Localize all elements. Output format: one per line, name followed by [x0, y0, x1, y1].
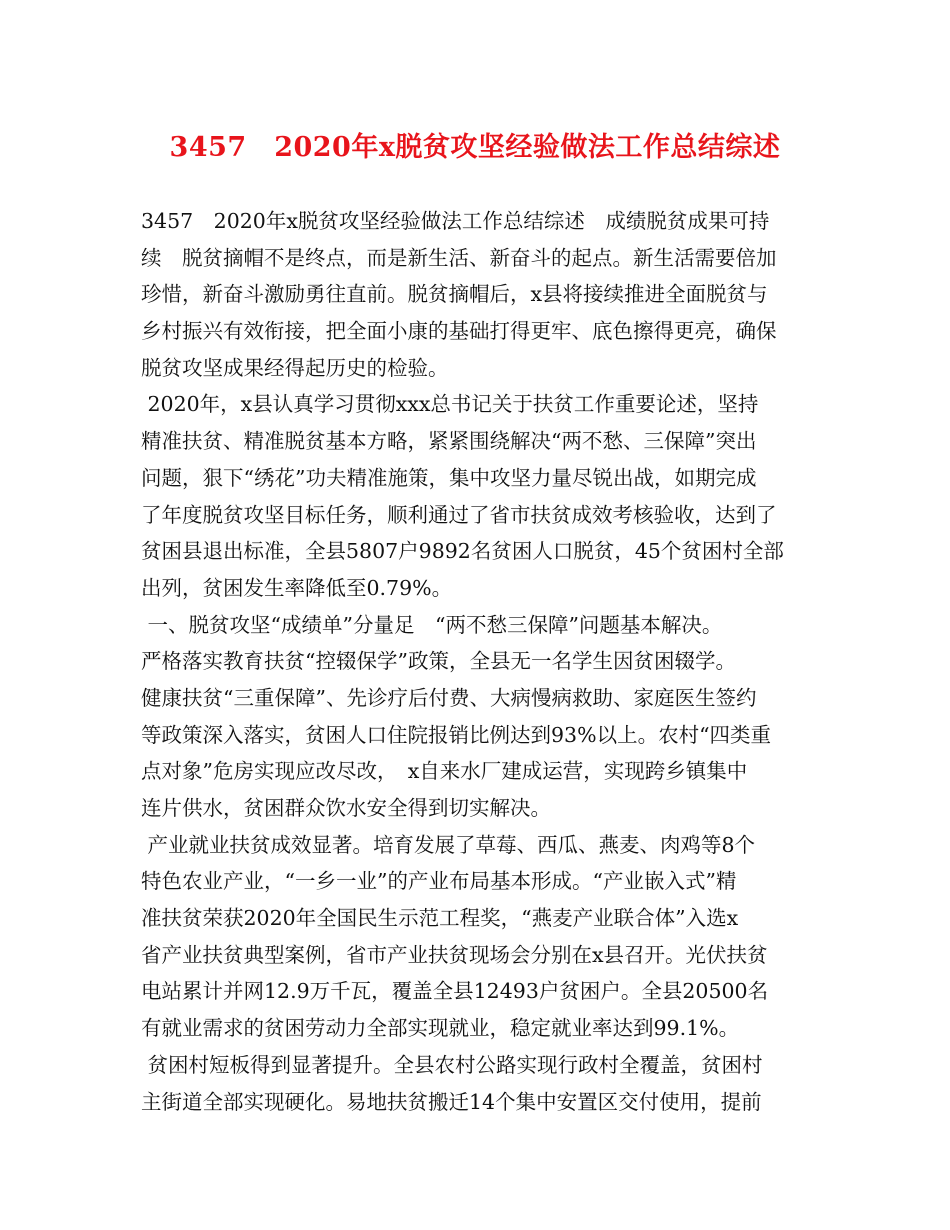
body-line: 连片供水，贫困群众饮水安全得到切实解决。 [141, 796, 551, 820]
body-line: 健康扶贫“三重保障”、先诊疗后付费、大病慢病救助、家庭医生签约 [141, 685, 757, 710]
body-line: 出列，贫困发生率降低至0.79%。 [141, 575, 453, 600]
body-line: 严格落实教育扶贫“控辍保学”政策，全县无一名学生因贫困辍学。 [141, 649, 736, 674]
body-line: 主街道全部实现硬化。易地扶贫搬迁14个集中安置区交付使用，提前 [141, 1089, 762, 1114]
document-title: 3457 2020年x脱贫攻坚经验做法工作总结综述 [169, 132, 781, 163]
body-line: 2020年，x县认真学习贯彻xxx总书记关于扶贫工作重要论述，坚持 [141, 392, 759, 417]
body-line: 一、脱贫攻坚“成绩单”分量足 “两不愁三保障”问题基本解决。 [141, 612, 723, 637]
body-line: 珍惜，新奋斗激励勇往直前。脱贫摘帽后，x县将接续推进全面脱贫与 [141, 282, 768, 307]
body-line: 产业就业扶贫成效显著。培育发展了草莓、西瓜、燕麦、肉鸡等8个 [141, 832, 756, 857]
body-line: 问题，狠下“绣花”功夫精准施策，集中攻坚力量尽锐出战，如期完成 [141, 465, 757, 490]
body-line: 精准扶贫、精准脱贫基本方略，紧紧围绕解决“两不愁、三保障”突出 [141, 429, 757, 454]
body-line: 点对象”危房实现应改尽改， x自来水厂建成运营，实现跨乡镇集中 [141, 759, 748, 784]
body-line: 续 脱贫摘帽不是终点，而是新生活、新奋斗的起点。新生活需要倍加 [141, 245, 777, 270]
body-line: 电站累计并网12.9万千瓦，覆盖全县12493户贫困户。全县20500名 [141, 979, 769, 1004]
body-line: 准扶贫荣获2020年全国民生示范工程奖，“燕麦产业联合体”入选x [141, 906, 739, 931]
body-line: 等政策深入落实，贫困人口住院报销比例达到93%以上。农村“四类重 [141, 722, 772, 747]
body-line: 3457 2020年x脱贫攻坚经验做法工作总结综述 成绩脱贫成果可持 [141, 209, 770, 233]
document-body [141, 203, 821, 1120]
body-line: 贫困村短板得到显著提升。全县农村公路实现行政村全覆盖，贫困村 [141, 1052, 763, 1077]
body-line: 特色农业产业，“一乡一业”的产业布局基本形成。“产业嵌入式”精 [141, 869, 737, 894]
body-line: 省产业扶贫典型案例，省市产业扶贫现场会分别在x县召开。光伏扶贫 [141, 942, 768, 967]
body-line: 贫困县退出标准，全县5807户9892名贫困人口脱贫，45个贫困村全部 [141, 539, 784, 564]
body-line: 了年度脱贫攻坚目标任务，顺利通过了省市扶贫成效考核验收，达到了 [141, 502, 777, 527]
body-line: 脱贫攻坚成果经得起历史的检验。 [141, 355, 449, 380]
body-line: 乡村振兴有效衔接，把全面小康的基础打得更牢、底色擦得更亮，确保 [141, 319, 777, 344]
body-line: 有就业需求的贫困劳动力全部实现就业，稳定就业率达到99.1%。 [141, 1016, 740, 1041]
